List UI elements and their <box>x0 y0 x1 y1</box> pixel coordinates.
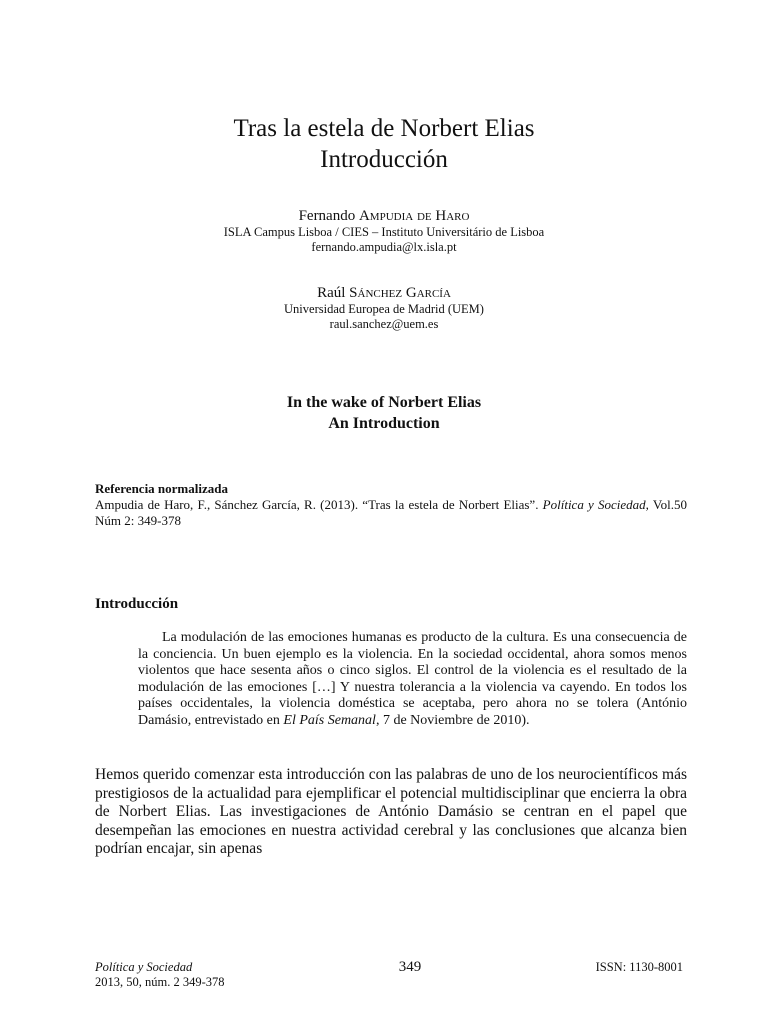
english-title-line-2: An Introduction <box>328 415 440 432</box>
author-2-affiliation: Universidad Europea de Madrid (UEM) <box>284 302 484 316</box>
footer-issn: ISSN: 1130-8001 <box>595 960 683 974</box>
quote-end: , 7 de Noviembre de 2010). <box>375 712 530 728</box>
author-2-last-name: Sánchez García <box>349 285 451 301</box>
reference-authors: Ampudia de Haro, F., Sánchez García, R. (2013). “Tras la estela de Norbert Elias”. <box>95 497 543 512</box>
reference-volume: Vol.50 Núm 2: 349-378 <box>95 497 687 528</box>
author-block-1 <box>0 208 768 255</box>
body-paragraph: Hemos querido comenzar esta introducción con las palabras de uno de los neurocientíficos más prestigiosos de la actualidad para ejemplificar el potencial multidisciplinar que encierra la obra de Norbert Elias. Las investigaciones de António Damásio se centran en el papel que desempeñan las emociones en nuestra actividad cerebral y las conclusiones que alcanza bien podrían encajar, sin apenas <box>95 766 687 857</box>
english-title-line-1: In the wake of Norbert Elias <box>286 394 482 411</box>
page-number: 349 <box>398 959 422 975</box>
reference-heading: Referencia normalizada <box>95 481 228 496</box>
english-title <box>0 392 768 434</box>
reference-text <box>95 497 687 529</box>
author-2-email[interactable]: raul.sanchez@uem.es <box>329 317 439 331</box>
author-block-2 <box>0 285 768 332</box>
footer-journal: Política y Sociedad <box>95 960 193 974</box>
reference-block <box>95 481 687 529</box>
author-2-first-name: Raúl <box>317 285 346 301</box>
footer-issue: 2013, 50, núm. 2 349-378 <box>95 975 225 989</box>
quote-source: El País Semanal <box>283 712 376 728</box>
section-heading: Introducción <box>95 596 179 612</box>
author-1-email[interactable]: fernando.ampudia@lx.isla.pt <box>311 240 457 254</box>
author-1-affiliation: ISLA Campus Lisboa / CIES – Instituto Universitário de Lisboa <box>223 225 545 239</box>
quote-text: La modulación de las emociones humanas es producto de la cultura. Es una consecuencia de la conciencia. Un buen ejemplo es la violencia. En la sociedad occidental, ahora somos menos violentos que hace sesenta años o cinco siglos. El control de la violencia es el resultado de la modulación de las emociones […] Y nuestra tolerancia a la violencia va cayendo. En todos los países occidentales, la violencia doméstica se aceptaba, pero ahora no se tolera (António Damásio, entrevistado en <box>138 630 687 728</box>
title-line-1: Tras la estela de Norbert Elias <box>233 115 535 142</box>
reference-journal: Política y Sociedad, <box>542 497 649 512</box>
block-quote <box>138 630 687 729</box>
article-title <box>0 113 768 175</box>
author-1-last-name: Ampudia de Haro <box>358 208 470 224</box>
title-line-2: Introducción <box>320 146 448 173</box>
author-1-first-name: Fernando <box>298 208 356 224</box>
